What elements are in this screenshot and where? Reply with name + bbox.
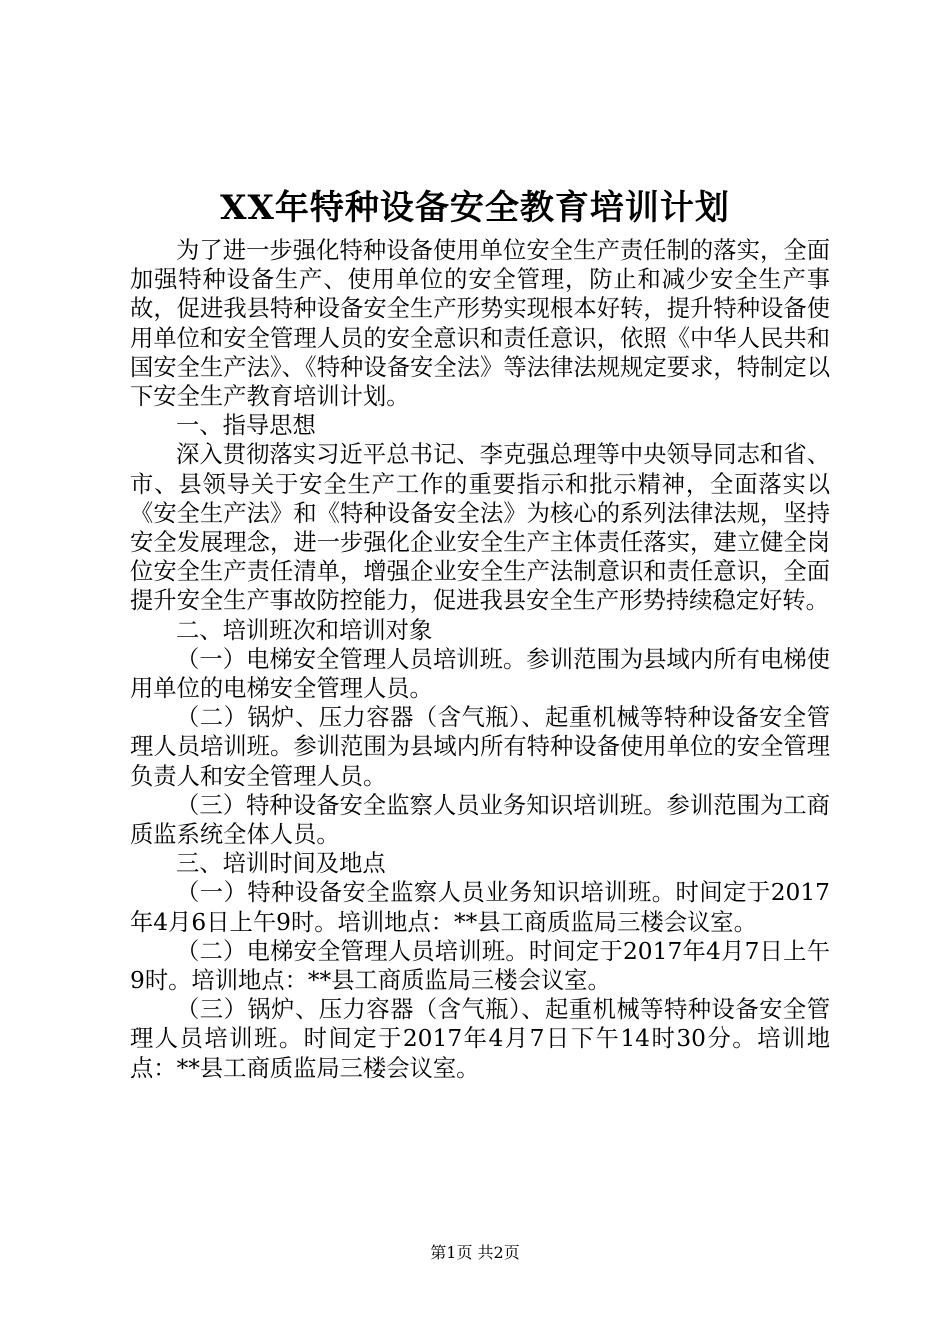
document-body (130, 236, 830, 1083)
section-heading-time-location: 三、培训时间及地点 (176, 850, 386, 878)
time-location-item-2: （二）电梯安全管理人员培训班。时间定于2017年4月7日上午9时。培训地点：**县工商质监局三楼会议室。 (130, 937, 830, 995)
intro-paragraph: 为了进一步强化特种设备使用单位安全生产责任制的落实，全面加强特种设备生产、使用单位的安全管理，防止和减少安全生产事故，促进我县特种设备安全生产形势实现根本好转，提升特种设备使用单位和安全管理人员的安全意识和责任意识，依照《中华人民共和国安全生产法》、《特种设备安全法》等法律法规规定要求，特制定以下安全生产教育培训计划。 (130, 237, 830, 411)
training-class-item-1: （一）电梯安全管理人员培训班。参训范围为县域内所有电梯使用单位的电梯安全管理人员。 (130, 645, 830, 703)
guiding-thought-paragraph: 深入贯彻落实习近平总书记、李克强总理等中央领导同志和省、市、县领导关于安全生产工作的重要指示和批示精神，全面落实以《安全生产法》和《特种设备安全法》为核心的系列法律法规，坚持安全发展理念，进一步强化企业安全生产主体责任落实，建立健全岗位安全生产责任清单，增强企业安全生产法制意识和责任意识，全面提升安全生产事故防控能力，促进我县安全生产形势持续稳定好转。 (130, 441, 830, 615)
document-title: XX年特种设备安全教育培训计划 (220, 188, 730, 228)
page-number-footer: 第1页 共2页 (430, 1243, 520, 1262)
time-location-item-1: （一）特种设备安全监察人员业务知识培训班。时间定于2017年4月6日上午9时。培训地点：**县工商质监局三楼会议室。 (130, 879, 830, 936)
training-class-item-2: （二）锅炉、压力容器（含气瓶）、起重机械等特种设备安全管理人员培训班。参训范围为县域内所有特种设备使用单位的安全管理负责人和安全管理人员。 (130, 704, 830, 790)
time-location-item-3: （三）锅炉、压力容器（含气瓶）、起重机械等特种设备安全管理人员培训班。时间定于2017年4月7日下午14时30分。培训地点：**县工商质监局三楼会议室。 (130, 996, 830, 1082)
training-class-item-3: （三）特种设备安全监察人员业务知识培训班。参训范围为工商质监系统全体人员。 (130, 791, 830, 849)
section-heading-training-classes: 二、培训班次和培训对象 (176, 616, 433, 644)
section-heading-guiding-thought: 一、指导思想 (176, 412, 316, 440)
